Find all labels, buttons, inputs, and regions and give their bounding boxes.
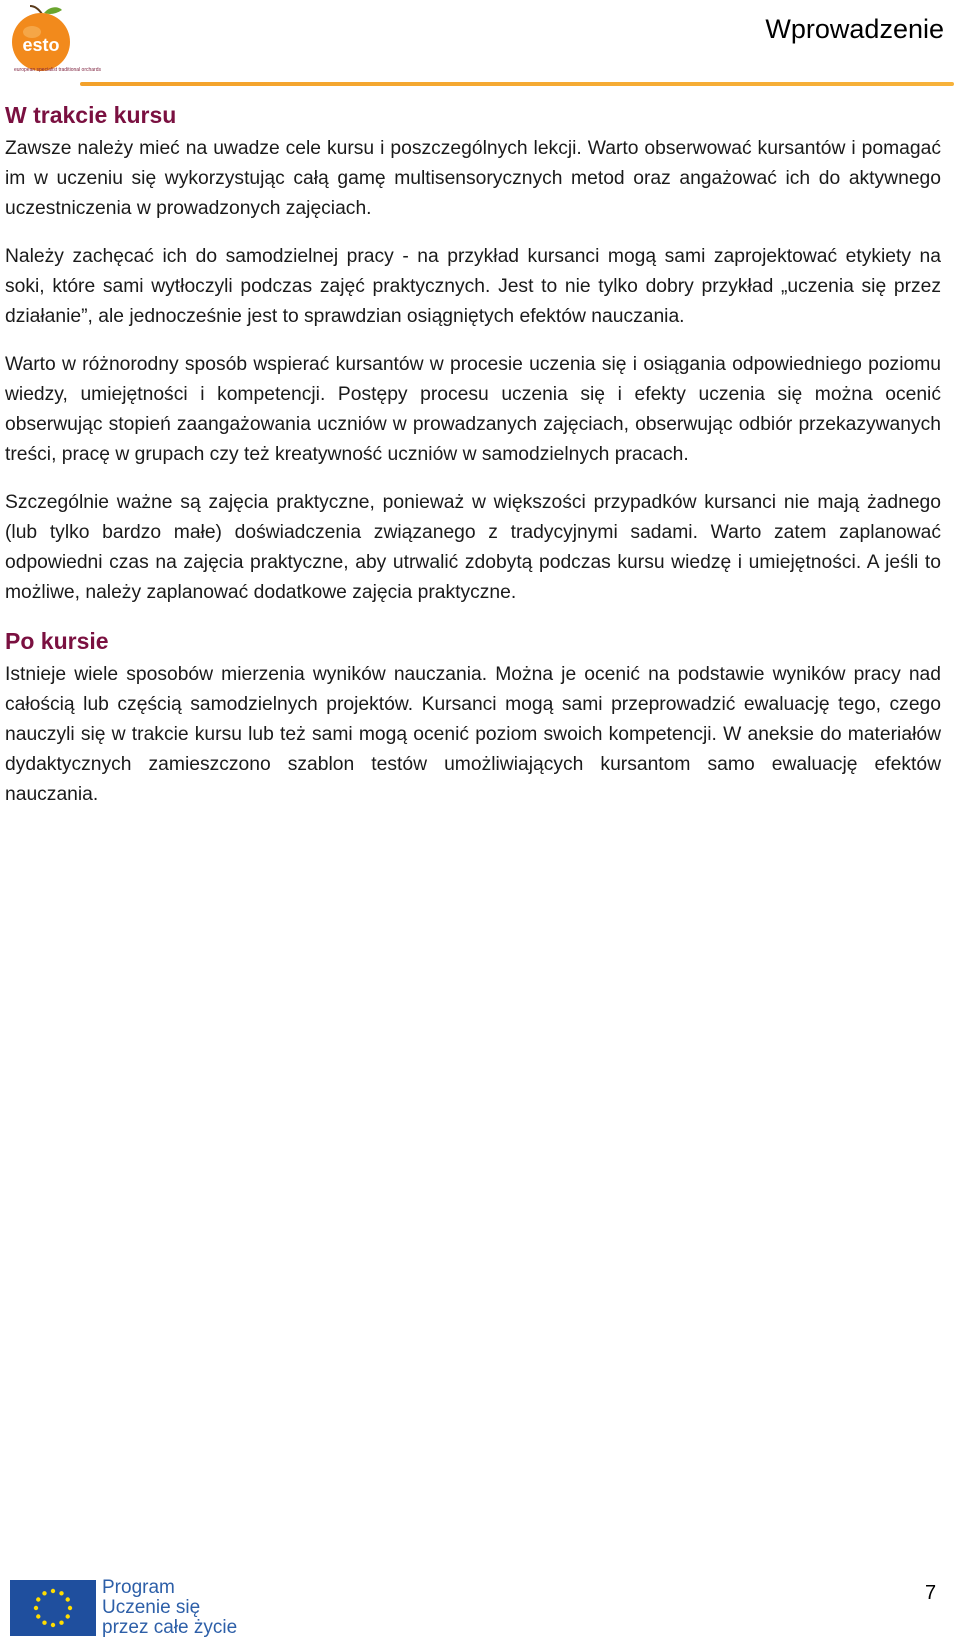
page-number: 7 bbox=[925, 1582, 937, 1604]
eu-star-icon bbox=[51, 1589, 55, 1593]
paragraph: Należy zachęcać ich do samodzielnej pracy - na przykład kursanci mogą sami zaprojektować etykiety na soki, które sami wytłoczyli podczas zajęć praktycznych. Jest to nie tylko dobry przykład „uczenia się przez działanie”, ale jednocześnie jest to sprawdzian osiągniętych efektów nauczania. bbox=[5, 246, 941, 327]
eu-star-icon bbox=[36, 1614, 40, 1618]
document-body bbox=[5, 100, 941, 828]
eu-star-icon bbox=[66, 1597, 70, 1601]
eu-star-icon bbox=[59, 1621, 63, 1625]
section-heading-after-course: Po kursie bbox=[5, 628, 109, 654]
eu-star-icon bbox=[59, 1591, 63, 1595]
section-heading-during-course: W trakcie kursu bbox=[5, 102, 177, 128]
svg-text:esto: esto bbox=[22, 35, 60, 55]
eu-star-icon bbox=[42, 1591, 46, 1595]
running-header-title: Wprowadzenie bbox=[765, 14, 944, 44]
logo-subtext: european specialist traditional orchards bbox=[14, 67, 101, 73]
eu-star-icon bbox=[66, 1614, 70, 1618]
eu-star-icon bbox=[42, 1621, 46, 1625]
paragraph: Szczególnie ważne są zajęcia praktyczne, ponieważ w większości przypadków kursanci nie mają żadnego (lub tylko bardzo małe) doświadczenia związanego z tradycyjnymi sadami. Warto zatem zaplanować odpowiedni czas na zajęcia praktyczne, aby utrwalić zdobytą podczas kursu wiedzę i umiejętności. A jeśli to możliwe, należy zaplanować dodatkowe zajęcia praktyczne. bbox=[5, 492, 941, 603]
program-name: Program Uczenie się przez całe życie bbox=[102, 1577, 238, 1638]
header-divider bbox=[80, 82, 954, 86]
eu-star-icon bbox=[51, 1623, 55, 1627]
eu-flag-icon bbox=[10, 1580, 96, 1636]
page-header bbox=[0, 0, 960, 90]
lifelong-learning-programme-logo bbox=[10, 1576, 270, 1636]
paragraph: Warto w różnorodny sposób wspierać kursantów w procesie uczenia się i osiągania odpowiedniego poziomu wiedzy, umiejętności i kompetencji. Postępy procesu uczenia się i efekty uczenia się można ocenić obserwując stopień zaangażowania uczniów w prowadzanych zajęciach, obserwując odbiór przekazywanych treści, pracę w grupach czy też kreatywność uczniów w samodzielnych pracach. bbox=[5, 354, 941, 465]
paragraph: Zawsze należy mieć na uwadze cele kursu i poszczególnych lekcji. Warto obserwować kursantów i pomagać im w uczeniu się wykorzystując całą gamę multisensorycznych metod oraz angażować ich do aktywnego uczestniczenia w prowadzonych zajęciach. bbox=[5, 138, 941, 219]
paragraph: Istnieje wiele sposobów mierzenia wyników nauczania. Można je ocenić na podstawie wyników pracy nad całością lub częścią samodzielnych projektów. Kursanci mogą sami przeprowadzić ewaluację tego, czego nauczyli się w trakcie kursu lub też sami mogą ocenić poziom swoich kompetencji. W aneksie do materiałów dydaktycznych zamieszczono szablon testów umożliwiających kursantom samo ewaluację efektów nauczania. bbox=[5, 664, 941, 805]
eu-star-icon bbox=[68, 1606, 72, 1610]
eu-star-icon bbox=[34, 1606, 38, 1610]
eu-star-icon bbox=[36, 1597, 40, 1601]
